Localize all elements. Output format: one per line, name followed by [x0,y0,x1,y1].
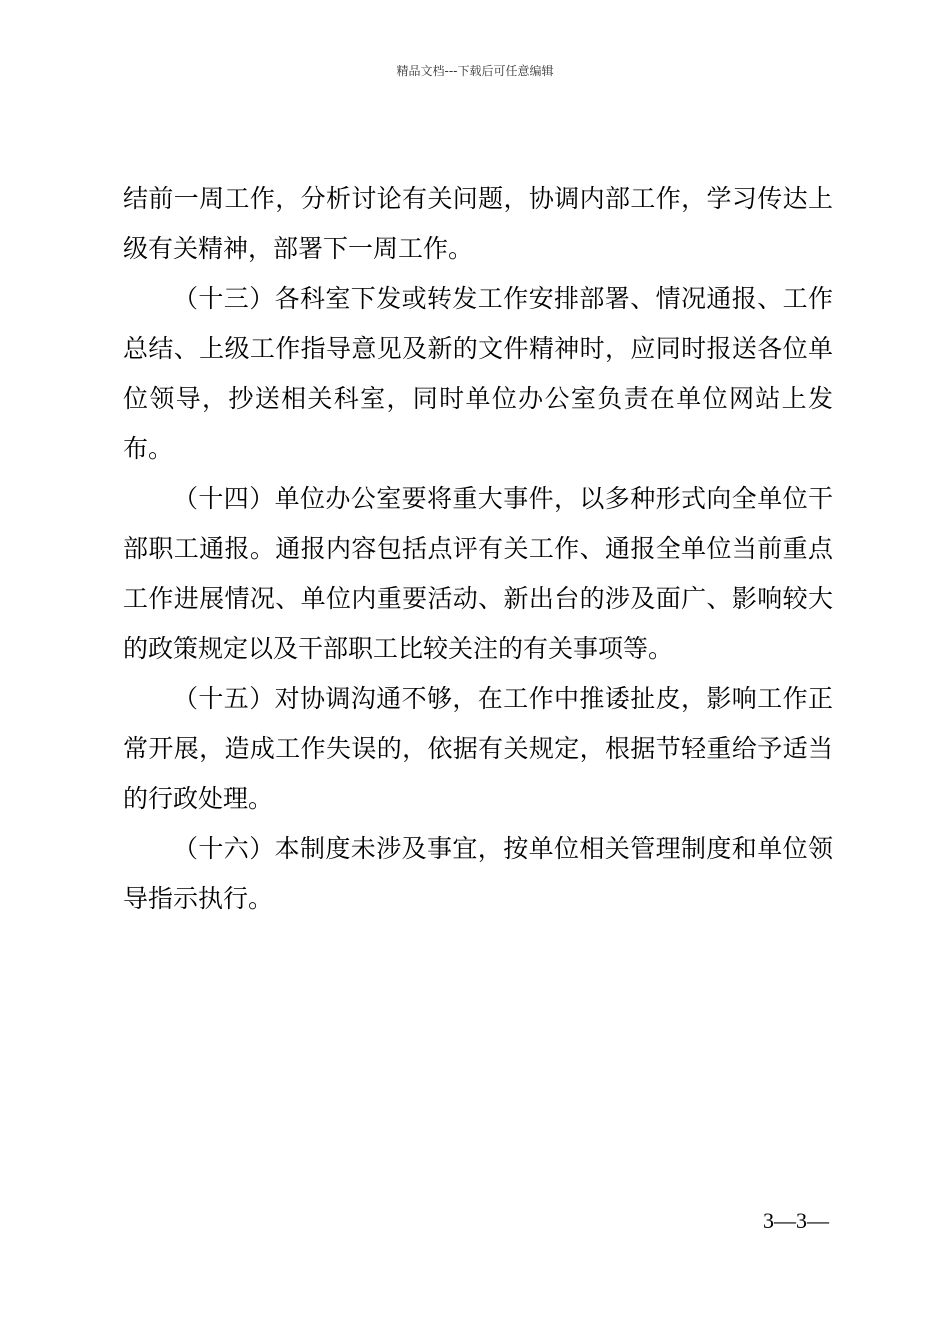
paragraph-15: （十五）对协调沟通不够，在工作中推诿扯皮，影响工作正常开展，造成工作失误的，依据有关规定，根据节轻重给予适当的行政处理。 [123,684,833,813]
paragraph-continuation: 结前一周工作，分析讨论有关问题，协调内部工作，学习传达上级有关精神，部署下一周工作。 [123,184,833,263]
paragraph-16: （十六）本制度未涉及事宜，按单位相关管理制度和单位领导指示执行。 [123,834,833,913]
document-body [123,174,833,924]
paragraph-13: （十三）各科室下发或转发工作安排部署、情况通报、工作总结、上级工作指导意见及新的文件精神时，应同时报送各位单位领导，抄送相关科室，同时单位办公室负责在单位网站上发布。 [123,284,833,463]
page-number: 3—3— [763,1208,829,1233]
paragraph-14: （十四）单位办公室要将重大事件，以多种形式向全单位干部职工通报。通报内容包括点评有关工作、通报全单位当前重点工作进展情况、单位内重要活动、新出台的涉及面广、影响较大的政策规定以及干部职工比较关注的有关事项等。 [123,484,833,663]
page-header: 精品文档---下载后可任意编辑 [396,64,554,78]
